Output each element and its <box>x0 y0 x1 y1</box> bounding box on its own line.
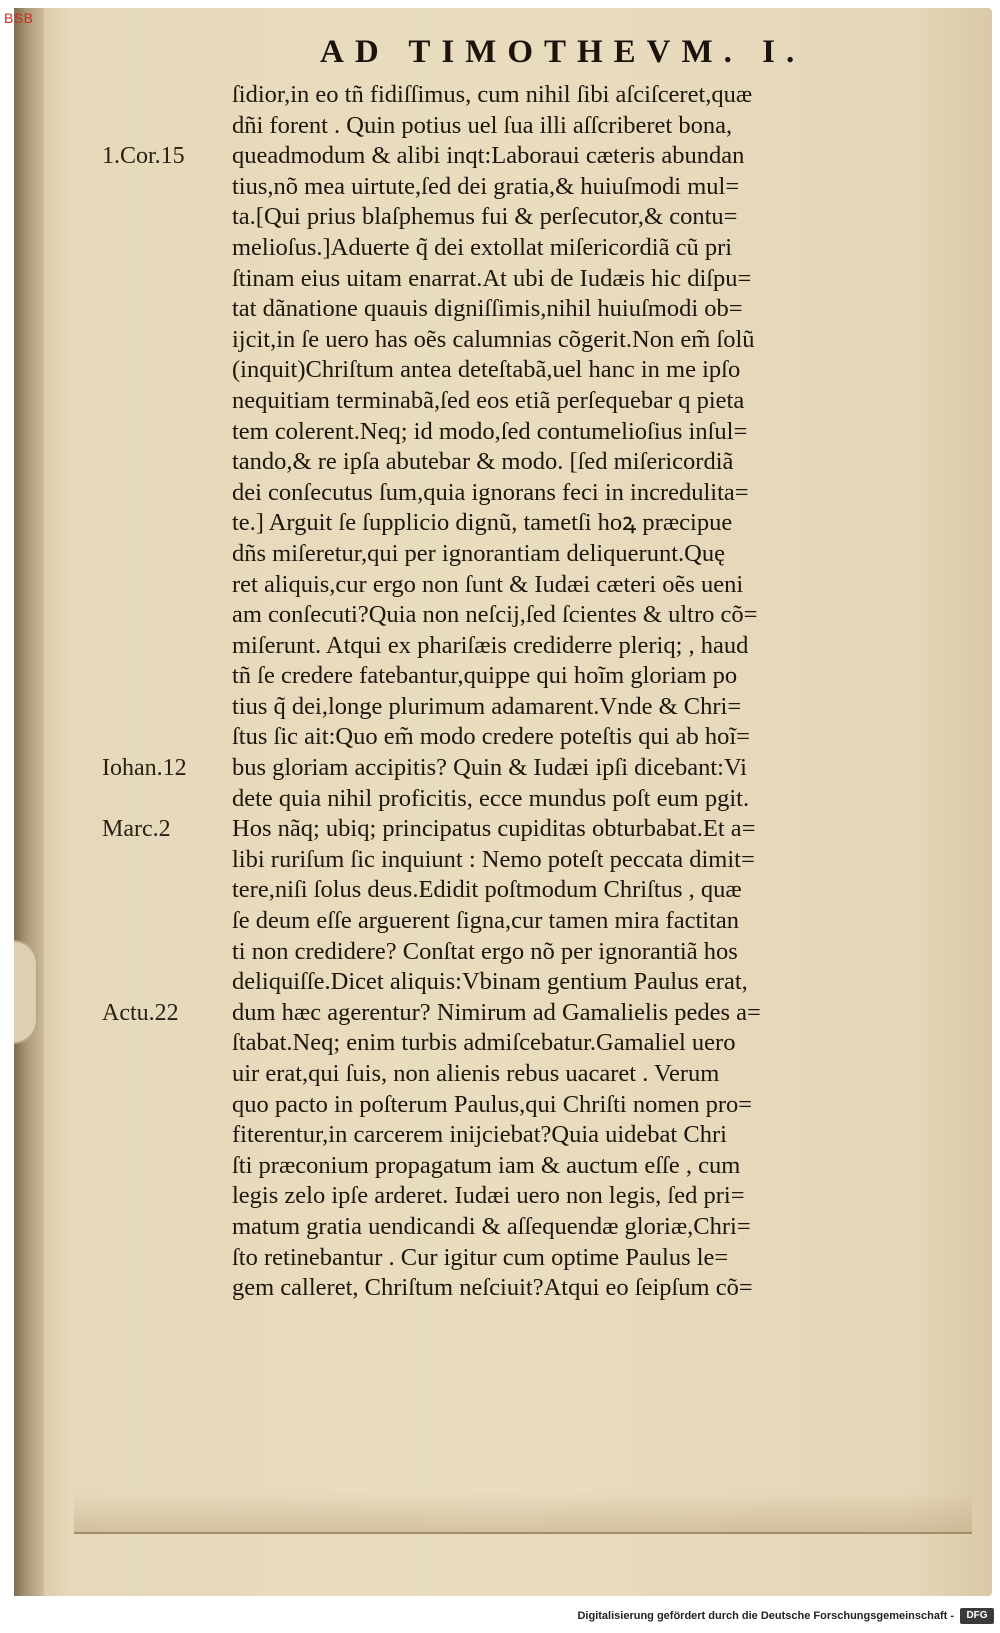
text-line: Hos nãq; ubiq; principatus cupiditas obturbabat.Et a= <box>232 815 756 843</box>
text-line: queadmodum & alibi inqt:Laboraui cæteris abundan <box>232 142 745 170</box>
text-line: tñ ſe credere fatebantur,quippe qui hoĩm gloriam po <box>232 662 738 690</box>
funding-credit: Digitalisierung gefördert durch die Deutsche Forschungsgemeinschaft - <box>577 1610 954 1622</box>
page-gutter <box>14 8 44 1596</box>
page-bottom-edge <box>74 1492 972 1534</box>
text-line: uir erat,qui ſuis, non alienis rebus uacaret . Verum <box>232 1060 720 1087</box>
text-line: fiterentur,in carcerem inijciebat?Quia uidebat Chri <box>232 1121 727 1149</box>
margin-note: Marc.2 <box>102 816 171 843</box>
text-line: dñs miſeretur,qui per ignorantiam deliquerunt.Quę <box>232 539 725 567</box>
text-line: gem calleret, Chriſtum neſciuit?Atqui eo ſeipſum cõ= <box>232 1274 753 1302</box>
text-line: ta.[Qui prius blaſphemus fui & perſecutor,& contu= <box>232 203 738 231</box>
library-stamp: BSB <box>4 10 34 26</box>
page-clip <box>14 940 38 1044</box>
text-line: matum gratia uendicandi & aſſequendæ gloriæ,Chri= <box>232 1212 751 1240</box>
text-line: nequitiam terminabã,ſed eos etiã perſequebar q pieta <box>232 386 745 414</box>
text-line: tando,& re ipſa abutebar & modo. [ſed miſericordiã <box>232 448 734 476</box>
text-line: bus gloriam accipitis? Quin & Iudæi ipſi dicebant:Vi <box>232 754 747 782</box>
text-line: (inquit)Chriſtum antea deteſtabã,uel hanc in me ipſo <box>232 356 741 384</box>
text-line: dñi forent . Quin potius uel ſua illi aſſcriberet bona, <box>232 111 733 139</box>
text-line: tius q̃ dei,longe plurimum adamarent.Vnde & Chri= <box>232 692 742 720</box>
text-line: ſto retinebantur . Cur igitur cum optime Paulus le= <box>232 1243 729 1271</box>
running-header: AD TIMOTHEVM. I. <box>320 34 806 70</box>
text-line: melioſus.]Aduerte q̃ dei extollat miſericordiã cũ pri <box>232 233 733 261</box>
margin-note: 1.Cor.15 <box>102 143 185 170</box>
margin-note: Iohan.12 <box>102 755 187 782</box>
text-line: tius,nõ mea uirtute,ſed dei gratia,& huiuſmodi mul= <box>232 172 740 200</box>
margin-note: Actu.22 <box>102 1000 179 1026</box>
text-line: deliquiſſe.Dicet aliquis:Vbinam gentium Paulus erat, <box>232 968 748 996</box>
text-line: ſtabat.Neq; enim turbis admiſcebatur.Gamaliel uero <box>232 1029 736 1057</box>
text-line: am conſecuti?Quia non neſcij,ſed ſcientes & ultro cõ= <box>232 601 758 629</box>
text-line: ſidior,in eo tñ fidiſſimus, cum nihil ſibi aſciſceret,quæ <box>232 81 753 108</box>
text-line: miſerunt. Atqui ex phariſæis crediderre pleriq; , haud <box>232 631 749 659</box>
dfg-logo: DFG <box>960 1608 994 1624</box>
text-line: ret aliquis,cur ergo non ſunt & Iudæi cæteri oẽs ueni <box>232 570 744 598</box>
main-text-block <box>232 80 920 1304</box>
footer-bar <box>0 1600 1000 1633</box>
text-line: ſtus ſic ait:Quo em̃ modo credere poteſtis qui ab hoĩ= <box>232 723 750 751</box>
text-line: dete quia nihil proficitis, ecce mundus poſt eum pgit. <box>232 784 750 812</box>
text-line: ſti præconium propagatum iam & auctum eſſe , cum <box>232 1151 741 1179</box>
text-line: dei conſecutus ſum,quia ignorans feci in incredulita= <box>232 478 749 506</box>
text-line: quo pacto in poſterum Paulus,qui Chriſti nomen pro= <box>232 1090 753 1118</box>
text-line: te.] Arguit ſe ſupplicio dignũ, tametſi hoꝝ præcipue <box>232 509 733 537</box>
text-line: dum hæc agerentur? Nimirum ad Gamalielis pedes a= <box>232 998 761 1026</box>
text-line: tere,niſi ſolus deus.Edidit poſtmodum Chriſtus , quæ <box>232 876 742 904</box>
text-line: ſtinam eius uitam enarrat.At ubi de Iudæis hic diſpu= <box>232 264 752 292</box>
text-line: legis zelo ipſe arderet. Iudæi uero non legis, ſed pri= <box>232 1182 745 1210</box>
text-line: ſe deum eſſe arguerent ſigna,cur tamen mira factitan <box>232 907 740 935</box>
text-line: ti non credidere? Conſtat ergo nõ per ignorantiã hos <box>232 937 738 965</box>
text-line: libi ruriſum ſic inquiunt : Nemo poteſt peccata dimit= <box>232 845 755 873</box>
text-line: tat dãnatione quauis digniſſimis,nihil huiuſmodi ob= <box>232 295 743 323</box>
text-line: ijcit,in ſe uero has oẽs calumnias cõgerit.Non em̃ ſolũ <box>232 325 755 353</box>
text-line: tem colerent.Neq; id modo,ſed contumelioſius inſul= <box>232 417 748 445</box>
